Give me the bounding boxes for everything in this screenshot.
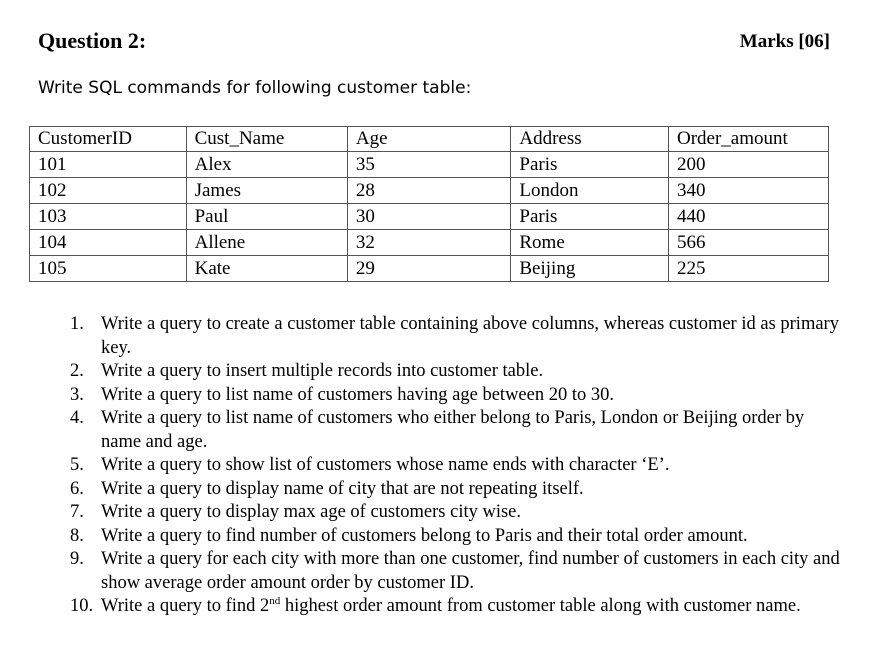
table-cell: Paris xyxy=(511,152,669,178)
list-item xyxy=(70,478,840,502)
question-list xyxy=(70,313,840,619)
ordinal-suffix: nd xyxy=(269,594,281,607)
column-header: Order_amount xyxy=(668,127,828,152)
table-cell: 103 xyxy=(30,204,187,230)
table-cell: 340 xyxy=(668,178,828,204)
table-cell: James xyxy=(186,178,347,204)
item-text-after: highest order amount from customer table along with customer name. xyxy=(280,596,801,616)
table-row xyxy=(30,152,829,178)
item-number: 9. xyxy=(70,549,84,569)
table-cell: 32 xyxy=(347,230,510,256)
item-number: 1. xyxy=(70,314,84,334)
column-header: Age xyxy=(347,127,510,152)
table-cell: Alex xyxy=(186,152,347,178)
item-text: Write a query to create a customer table containing above columns, whereas customer id as primary key. xyxy=(101,314,839,358)
list-item xyxy=(70,407,840,454)
table-cell: 225 xyxy=(668,256,828,282)
table-cell: 30 xyxy=(347,204,510,230)
table-cell: 101 xyxy=(30,152,187,178)
list-item xyxy=(70,525,840,549)
item-number: 2. xyxy=(70,361,84,381)
table-cell: 35 xyxy=(347,152,510,178)
table-cell: Allene xyxy=(186,230,347,256)
table-cell: Beijing xyxy=(511,256,669,282)
table-cell: Paul xyxy=(186,204,347,230)
item-text: Write a query to list name of customers having age between 20 to 30. xyxy=(101,384,614,405)
table-row xyxy=(30,204,829,230)
list-item xyxy=(70,360,840,384)
item-number: 3. xyxy=(70,384,84,405)
table-cell: Paris xyxy=(511,204,669,230)
list-item xyxy=(70,595,840,619)
table-cell: 28 xyxy=(347,178,510,204)
table-cell: 440 xyxy=(668,204,828,230)
item-text: Write a query to find number of customers belong to Paris and their total order amount. xyxy=(101,525,748,546)
column-header: CustomerID xyxy=(30,127,187,152)
item-text: Write a query to insert multiple records into customer table. xyxy=(101,361,544,381)
item-text: Write a query to show list of customers whose name ends with character ‘E’. xyxy=(101,455,670,475)
table-row xyxy=(30,230,829,256)
intro-text: Write SQL commands for following customer table: xyxy=(38,78,472,98)
table-row xyxy=(30,178,829,204)
marks-label: Marks [06] xyxy=(739,31,830,52)
list-item xyxy=(70,313,840,360)
list-item xyxy=(70,501,840,525)
list-item xyxy=(70,454,840,478)
item-text-before: Write a query to find 2 xyxy=(101,596,270,616)
list-item xyxy=(70,384,840,408)
table-cell: 29 xyxy=(347,256,510,282)
customer-table xyxy=(29,126,829,282)
item-number: 8. xyxy=(70,525,84,546)
item-number: 4. xyxy=(70,408,84,428)
item-text: Write a query to display max age of customers city wise. xyxy=(101,502,522,522)
table-header-row xyxy=(30,127,829,152)
item-number: 5. xyxy=(70,455,84,475)
table-cell: 200 xyxy=(668,152,828,178)
item-text: Write a query to display name of city that are not repeating itself. xyxy=(101,478,584,499)
item-text: Write a query to list name of customers who either belong to Paris, London or Beijing order by name and age. xyxy=(101,408,805,452)
list-item xyxy=(70,548,840,595)
table-row xyxy=(30,256,829,282)
item-number: 7. xyxy=(70,502,84,522)
table-cell: Kate xyxy=(186,256,347,282)
item-number: 6. xyxy=(70,478,84,499)
item-number: 10. xyxy=(70,596,94,616)
table-cell: 102 xyxy=(30,178,187,204)
table-cell: London xyxy=(511,178,669,204)
table-cell: 566 xyxy=(668,230,828,256)
column-header: Cust_Name xyxy=(186,127,347,152)
table-cell: 105 xyxy=(30,256,187,282)
table-cell: Rome xyxy=(511,230,669,256)
question-title: Question 2: xyxy=(38,28,147,53)
column-header: Address xyxy=(511,127,669,152)
item-text: Write a query for each city with more than one customer, find number of customers in each city and show average order amount order by customer ID. xyxy=(101,549,840,593)
table-cell: 104 xyxy=(30,230,187,256)
